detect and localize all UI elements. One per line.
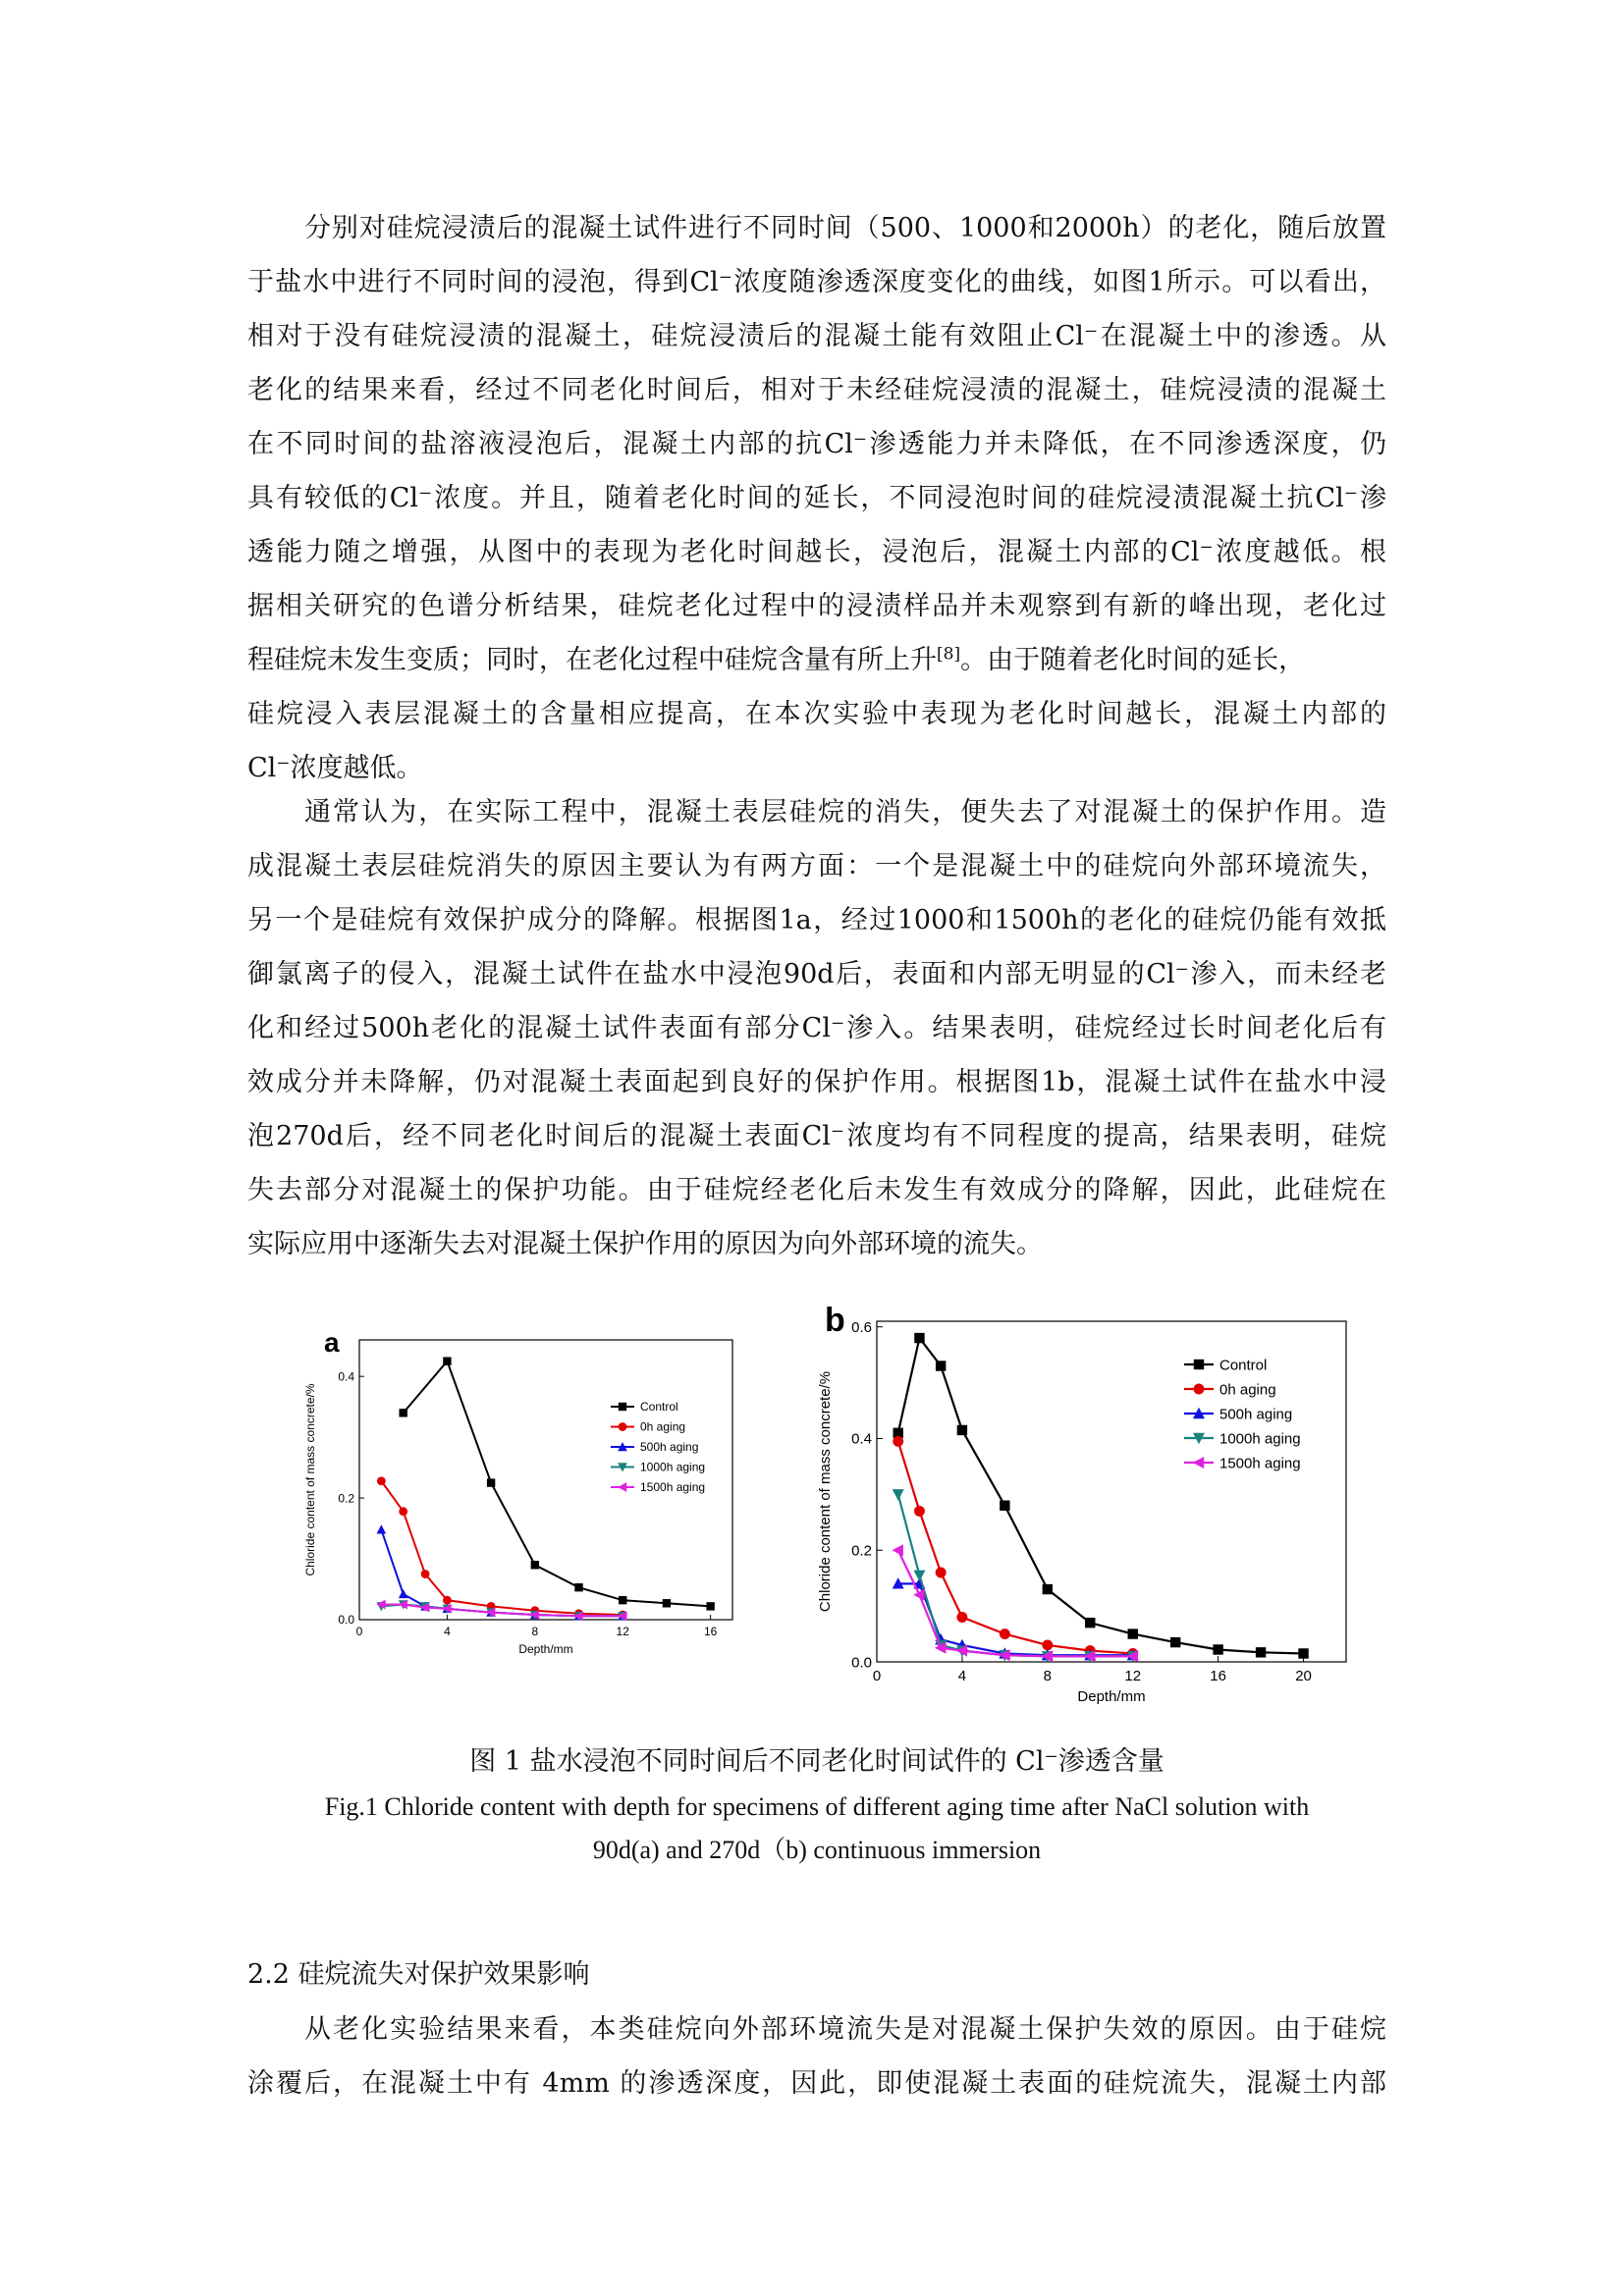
legend-label: 0h aging	[1219, 1381, 1276, 1399]
legend-label: Control	[1219, 1357, 1268, 1374]
legend-marker	[1193, 1457, 1204, 1468]
legend-label: 0h aging	[640, 1419, 686, 1434]
figure-caption-cn: 图 1 盐水浸泡不同时间后不同老化时间试件的 Cl⁻渗透含量	[469, 1746, 1164, 1777]
series-1000h-aging	[377, 1600, 628, 1621]
x-tick-label: 8	[1043, 1668, 1052, 1684]
series-line	[898, 1550, 1133, 1656]
chart-a-svg	[265, 1310, 756, 1683]
panel-label: b	[825, 1302, 845, 1339]
legend-marker	[619, 1422, 627, 1431]
x-tick-label: 4	[444, 1625, 451, 1638]
series-1500h-aging	[376, 1600, 626, 1621]
data-point	[421, 1570, 430, 1578]
legend	[611, 1400, 705, 1494]
y-tick-label: 0.0	[338, 1613, 354, 1628]
series-line	[381, 1529, 623, 1616]
legend-label: 500h aging	[1219, 1406, 1293, 1423]
data-point	[893, 1489, 904, 1500]
text-line: 泡270d后，经不同老化时间后的混凝土表面Cl⁻浓度均有不同程度的提高，结果表明，硅烷	[247, 1121, 1386, 1151]
x-tick-label: 4	[957, 1668, 967, 1684]
data-point	[892, 1544, 902, 1556]
data-point	[531, 1561, 539, 1569]
section-heading: 2.2 硅烷流失对保护效果影响	[247, 1959, 590, 1990]
data-point	[1043, 1584, 1053, 1594]
text-segment: 。由于随着老化时间的延长，	[960, 645, 1306, 675]
chart-b	[793, 1294, 1373, 1716]
text-line: Cl⁻浓度越低。	[247, 753, 423, 783]
y-tick-label: 0.6	[851, 1318, 872, 1336]
data-point	[487, 1478, 495, 1486]
text-line: 从老化实验结果来看，本类硅烷向外部环境流失是对混凝土保护失效的原因。由于硅烷	[304, 2014, 1386, 2045]
data-point	[574, 1583, 582, 1591]
text-segment: 程硅烷未发生变质；同时，在老化过程中硅烷含量有所上升	[247, 645, 937, 675]
text-line: 于盐水中进行不同时间的浸泡，得到Cl⁻浓度随渗透深度变化的曲线，如图1所示。可以看出，	[247, 267, 1386, 297]
paragraph-aging-results	[247, 201, 1386, 795]
y-tick-label: 0.2	[851, 1542, 872, 1560]
data-point	[914, 1506, 925, 1517]
text-line: 御氯离子的侵入，混凝土试件在盐水中浸泡90d后，表面和内部无明显的Cl⁻渗入，而未经老	[247, 959, 1386, 989]
x-axis-label: Depth/mm	[518, 1642, 573, 1656]
legend-label: 1500h aging	[640, 1480, 706, 1495]
paragraph-loss-effect	[247, 2002, 1386, 2110]
y-tick-label: 0.2	[338, 1491, 354, 1506]
data-point	[706, 1602, 714, 1610]
data-point	[619, 1596, 626, 1604]
y-tick-label: 0.4	[851, 1430, 872, 1448]
x-tick-label: 16	[703, 1625, 718, 1638]
figure-caption-en-line2: 90d(a) and 270d（b) continuous immersion	[592, 1836, 1042, 1864]
data-point	[1256, 1647, 1266, 1657]
panel-label: a	[324, 1327, 340, 1358]
text-line: 实际应用中逐渐失去对混凝土保护作用的原因为向外部环境的流失。	[247, 1229, 1043, 1259]
data-point	[936, 1361, 946, 1370]
data-point	[377, 1476, 386, 1485]
x-tick-label: 8	[531, 1625, 539, 1638]
data-point	[443, 1357, 451, 1364]
legend-marker	[618, 1482, 626, 1492]
paragraph-silane-loss	[247, 785, 1386, 1271]
text-line: 老化的结果来看，经过不同老化时间后，相对于未经硅烷浸渍的混凝土，硅烷浸渍的混凝土	[247, 375, 1386, 405]
data-point	[443, 1596, 452, 1605]
x-tick-label: 12	[616, 1625, 629, 1638]
data-point	[1213, 1644, 1222, 1654]
text-line: 通常认为，在实际工程中，混凝土表层硅烷的消失，便失去了对混凝土的保护作用。造	[304, 797, 1386, 828]
series-0h-aging	[377, 1476, 627, 1619]
chart-b-svg	[793, 1294, 1373, 1716]
data-point	[893, 1436, 903, 1447]
text-line: 在不同时间的盐溶液浸泡后，混凝土内部的抗Cl⁻渗透能力并未降低，在不同渗透深度，仍	[247, 429, 1386, 459]
text-line	[247, 633, 1386, 687]
legend-marker	[1194, 1384, 1205, 1395]
chart-a	[265, 1310, 756, 1683]
data-point	[1128, 1629, 1138, 1638]
legend-marker	[1194, 1360, 1204, 1369]
text-line: 成混凝土表层硅烷消失的原因主要认为有两方面：一个是混凝土中的硅烷向外部环境流失，	[247, 851, 1386, 881]
legend-label: 500h aging	[640, 1440, 699, 1455]
figure-caption-en-line1: Fig.1 Chloride content with depth for specimens of different aging time after NaCl solution with	[324, 1792, 1310, 1821]
legend-label: 1000h aging	[1219, 1430, 1301, 1448]
text-line: 硅烷浸入表层混凝土的含量相应提高，在本次实验中表现为老化时间越长，混凝土内部的	[247, 699, 1386, 729]
data-point	[399, 1507, 407, 1516]
legend	[1184, 1357, 1301, 1471]
data-point	[399, 1589, 408, 1598]
x-tick-label: 0	[872, 1668, 882, 1684]
legend-label: 1000h aging	[640, 1460, 706, 1474]
text-line: 据相关研究的色谱分析结果，硅烷老化过程中的浸渍样品并未观察到有新的峰出现，老化过	[247, 591, 1386, 621]
text-line: 具有较低的Cl⁻浓度。并且，随着老化时间的延长，不同浸泡时间的硅烷浸渍混凝土抗Cl⁻渗	[247, 483, 1386, 513]
y-axis-label: Chloride content of mass concrete/%	[303, 1383, 317, 1576]
text-line: 失去部分对混凝土的保护功能。由于硅烷经老化后未发生有效成分的降解，因此，此硅烷在	[247, 1175, 1386, 1205]
y-tick-label: 0.0	[851, 1654, 872, 1672]
data-point	[1000, 1501, 1009, 1511]
y-tick-label: 0.4	[338, 1369, 354, 1384]
data-point	[1170, 1637, 1180, 1647]
text-line: 分别对硅烷浸渍后的混凝土试件进行不同时间（500、1000和2000h）的老化，随后放置	[304, 213, 1386, 243]
data-point	[377, 1524, 387, 1533]
legend-label: 1500h aging	[1219, 1455, 1301, 1472]
data-point	[400, 1409, 407, 1416]
x-tick-label: 16	[1210, 1668, 1226, 1684]
series-line	[381, 1481, 623, 1615]
x-tick-label: 20	[1295, 1668, 1312, 1684]
text-line: 相对于没有硅烷浸渍的混凝土，硅烷浸渍后的混凝土能有效阻止Cl⁻在混凝土中的渗透。从	[247, 321, 1386, 351]
data-point	[1298, 1648, 1308, 1658]
data-point	[956, 1612, 967, 1623]
text-line: 透能力随之增强，从图中的表现为老化时间越长，浸泡后，混凝土内部的Cl⁻浓度越低。根	[247, 537, 1386, 567]
data-point	[936, 1568, 947, 1578]
data-point	[913, 1589, 924, 1601]
plot-frame	[877, 1321, 1346, 1662]
y-axis-label: Chloride content of mass concrete/%	[817, 1370, 834, 1613]
data-point	[957, 1425, 967, 1435]
data-point	[1000, 1629, 1010, 1639]
x-tick-label: 12	[1124, 1668, 1142, 1684]
text-line: 化和经过500h老化的混凝土试件表面有部分Cl⁻渗入。结果表明，硅烷经过长时间老化后有	[247, 1013, 1386, 1043]
data-point	[663, 1599, 671, 1607]
text-line: 另一个是硅烷有效保护成分的降解。根据图1a，经过1000和1500h的老化的硅烷仍能有效抵	[247, 905, 1386, 935]
text-line: 效成分并未降解，仍对混凝土表面起到良好的保护作用。根据图1b，混凝土试件在盐水中浸	[247, 1067, 1386, 1097]
text-line: 涂覆后，在混凝土中有 4mm 的渗透深度，因此，即使混凝土表面的硅烷流失，混凝土内部	[247, 2068, 1386, 2099]
data-point	[914, 1333, 924, 1343]
x-axis-label: Depth/mm	[1077, 1688, 1146, 1705]
data-point	[913, 1571, 925, 1581]
legend-marker	[619, 1403, 626, 1411]
legend-label: Control	[640, 1400, 678, 1415]
citation-ref: [8]	[937, 644, 961, 665]
data-point	[1085, 1618, 1095, 1628]
data-point	[1042, 1639, 1053, 1650]
x-tick-label: 0	[355, 1625, 363, 1638]
